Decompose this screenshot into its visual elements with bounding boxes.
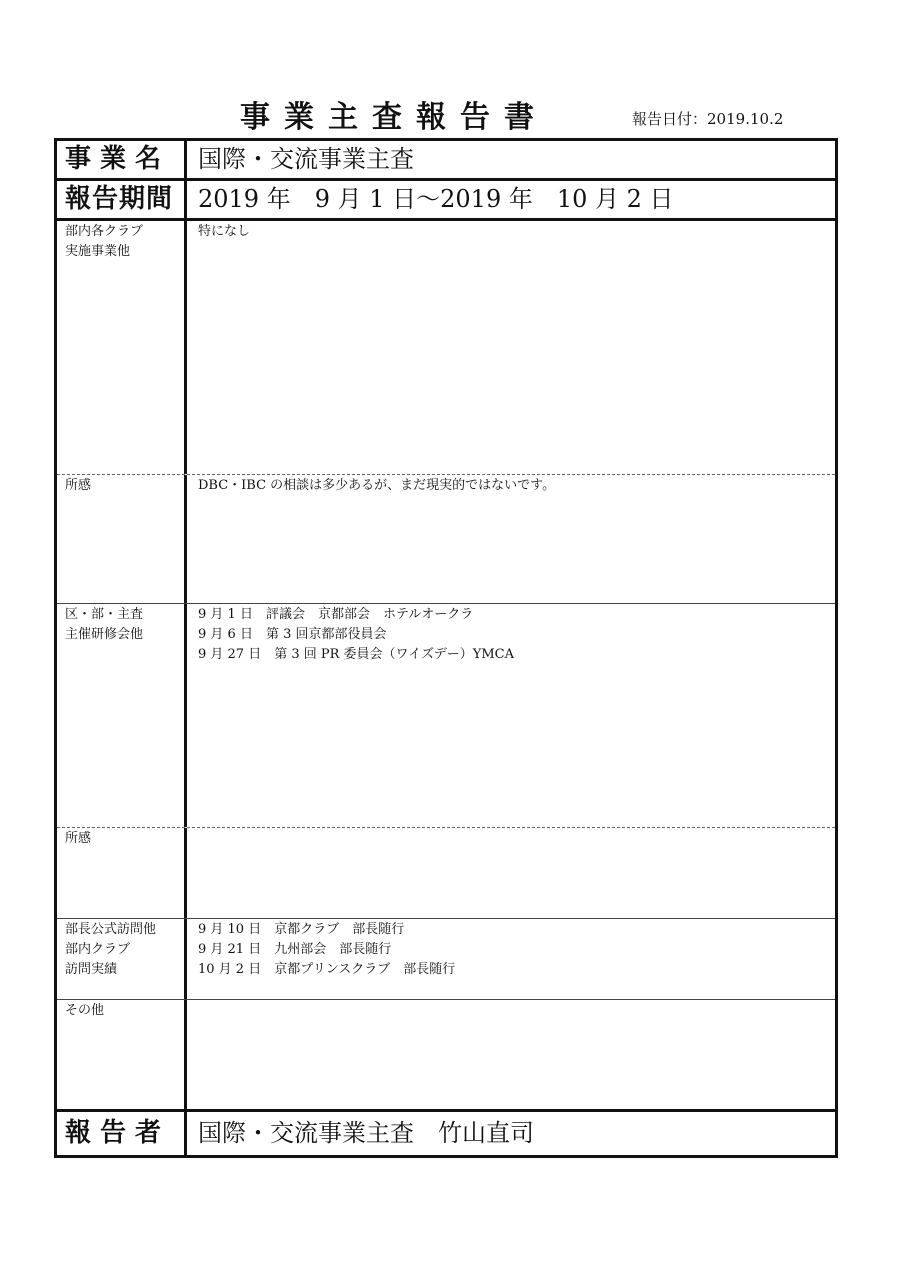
report-date-value: 2019.10.2 bbox=[707, 110, 784, 128]
row-club-events bbox=[57, 221, 835, 475]
district-training-value bbox=[190, 604, 835, 827]
value-line: 9 月 10 日 京都クラブ 部長随行 bbox=[198, 922, 405, 937]
club-events-label bbox=[57, 221, 187, 474]
row-district-training bbox=[57, 604, 835, 828]
report-period-value: 2019 年 9 月 1 日～2019 年 10 月 2 日 bbox=[198, 185, 674, 213]
report-form-table bbox=[54, 138, 838, 1158]
reporter-value: 国際・交流事業主査 竹山直司 bbox=[198, 1119, 534, 1147]
other-value bbox=[190, 1000, 835, 1109]
impressions-1-value bbox=[190, 475, 835, 603]
report-date bbox=[632, 108, 783, 129]
value-line: 9 月 1 日 評議会 京都部会 ホテルオークラ bbox=[198, 607, 474, 622]
row-report-period bbox=[57, 181, 835, 221]
row-business-name bbox=[57, 141, 835, 181]
value-line: DBC・IBC の相談は多少あるが、まだ現実的ではないです。 bbox=[198, 478, 556, 493]
report-title: 事業主査報告書 bbox=[240, 100, 548, 135]
value-line: 特になし bbox=[198, 224, 251, 239]
label-line: その他 bbox=[65, 1003, 105, 1018]
row-impressions-1 bbox=[57, 475, 835, 604]
value-line: 9 月 21 日 九州部会 部長随行 bbox=[198, 942, 392, 957]
reporter-label: 報告者 bbox=[57, 1112, 187, 1155]
impressions-2-label bbox=[57, 828, 187, 918]
club-events-value bbox=[190, 221, 835, 474]
label-line: 部内クラブ bbox=[65, 942, 131, 957]
other-label bbox=[57, 1000, 187, 1109]
row-reporter bbox=[57, 1112, 835, 1155]
impressions-2-value bbox=[190, 828, 835, 918]
official-visits-label bbox=[57, 919, 187, 999]
business-name-value: 国際・交流事業主査 bbox=[198, 145, 414, 173]
label-line: 部内各クラブ bbox=[65, 224, 144, 239]
label-line: 区・部・主査 bbox=[65, 607, 144, 622]
official-visits-value bbox=[190, 919, 835, 999]
label-line: 実施事業他 bbox=[65, 244, 131, 259]
row-official-visits bbox=[57, 919, 835, 1000]
label-line: 訪問実績 bbox=[65, 962, 118, 977]
label-line: 所感 bbox=[65, 831, 92, 846]
value-line: 9 月 6 日 第 3 回京都部役員会 bbox=[198, 627, 387, 642]
report-period-label: 報告期間 bbox=[57, 181, 187, 218]
value-line: 9 月 27 日 第 3 回 PR 委員会（ワイズデー）YMCA bbox=[198, 647, 514, 662]
district-training-label bbox=[57, 604, 187, 827]
value-line: 10 月 2 日 京都プリンスクラブ 部長随行 bbox=[198, 962, 456, 977]
label-line: 所感 bbox=[65, 478, 92, 493]
label-line: 主催研修会他 bbox=[65, 627, 144, 642]
row-impressions-2 bbox=[57, 828, 835, 919]
label-line: 部長公式訪問他 bbox=[65, 922, 157, 937]
impressions-1-label bbox=[57, 475, 187, 603]
report-date-label: 報告日付： bbox=[632, 110, 708, 128]
business-name-label: 事業名 bbox=[57, 141, 187, 178]
row-other bbox=[57, 1000, 835, 1112]
